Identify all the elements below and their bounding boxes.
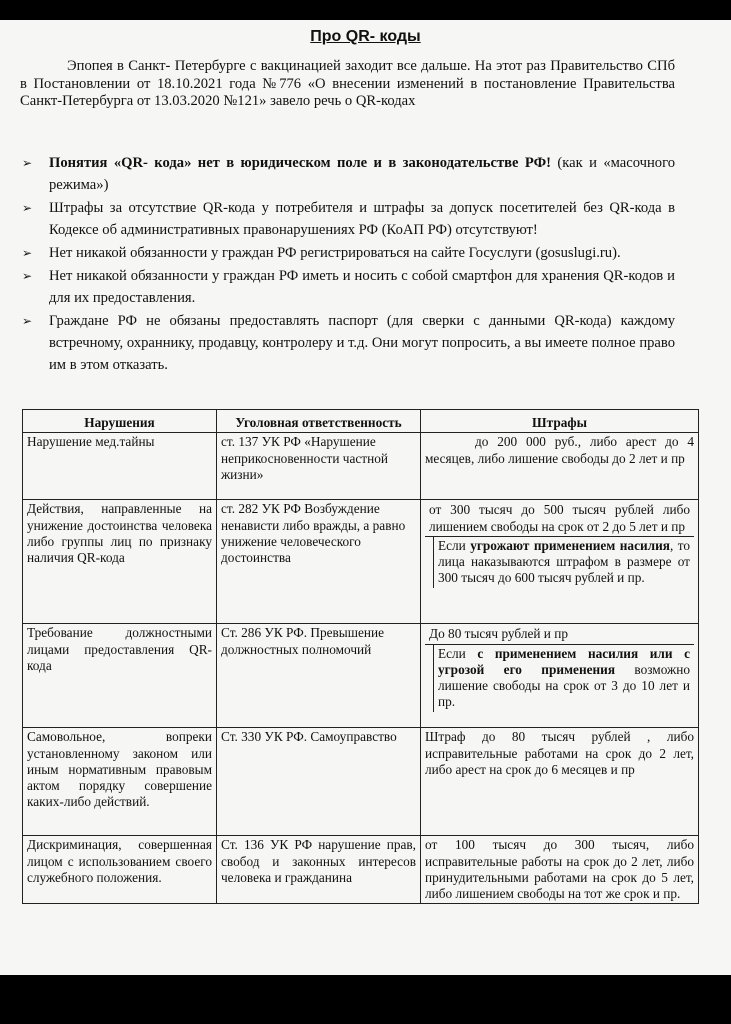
fine-cell	[421, 624, 699, 728]
document-page	[0, 20, 731, 975]
page-title: Про QR- коды	[310, 28, 421, 45]
header-violations: Нарушения	[23, 410, 217, 433]
table-header-row	[23, 410, 699, 433]
violation-cell: Требование должностными лицами предоставления QR-кода	[23, 624, 217, 728]
fine-cell: до 200 000 руб., либо арест до 4 месяцев, либо лишение свободы до 2 лет и пр	[421, 433, 699, 500]
point-text: Штрафы за отсутствие QR-кода у потребителя и штрафы за допуск посетителей без QR-кода в Кодексе об административных правонарушениях РФ (КоАП РФ) отсутствуют!	[49, 200, 675, 238]
fine-prefix: Если	[438, 645, 478, 661]
point-text: Нет никакой обязанности у граждан РФ иметь и носить с собой смартфон для хранения QR-кодов и для их предоставления.	[49, 268, 675, 306]
liability-cell: ст. 137 УК РФ «Нарушение неприкосновенности частной жизни»	[217, 433, 421, 500]
list-item	[20, 242, 675, 264]
list-item	[20, 152, 675, 196]
fine-cell: от 100 тысяч до 300 тысяч, либо исправительные работы на срок до 2 лет, либо принудительными работами на срок до 5 лет, либо лишением свободы на тот же срок и пр.	[421, 836, 699, 904]
violation-cell: Нарушение мед.тайны	[23, 433, 217, 500]
fine-bold: угрожают применением насилия	[470, 537, 670, 553]
point-text: Граждане РФ не обязаны предоставлять паспорт (для сверки с данными QR-кода) каждому встречному, охраннику, продавцу, контролеру и т.д. Они могут попросить, а вы имеете полное право им в этом отказать.	[49, 313, 675, 373]
liability-cell: Ст. 286 УК РФ. Превышение должностных полномочий	[217, 624, 421, 728]
liability-cell: Ст. 330 УК РФ. Самоуправство	[217, 728, 421, 836]
fine-suffix: , то лица наказываются штрафом в размере от 300 тысяч до 600 тысяч рублей и пр.	[438, 537, 690, 586]
list-item	[20, 197, 675, 241]
list-item	[20, 310, 675, 376]
arrow-bullet-icon: ➢	[22, 201, 33, 215]
arrow-bullet-icon: ➢	[22, 246, 33, 260]
fine-suffix: возможно лишение свободы на срок от 3 до 10 лет и пр.	[438, 661, 690, 710]
table-row	[23, 728, 699, 836]
table-row	[23, 433, 699, 500]
fine-text: До 80 тысяч рублей и пр	[425, 625, 694, 644]
fine-cell: Штраф до 80 тысяч рублей , либо исправительные работами на срок до 2 лет, либо арест на срок до 6 месяцев и пр	[421, 728, 699, 836]
fine-prefix: Если	[438, 537, 471, 553]
intro-paragraph: Эпопея в Санкт- Петербурге с вакцинацией заходит все дальше. На этот раз Правительство СПб в Постановлении от 18.10.2021 года №776 «О внесении изменений в постановление Правительства Санкт-Петербурга от 13.03.2020 №121» завело речь о QR-кодах	[20, 58, 675, 110]
liability-cell: Ст. 136 УК РФ нарушение прав, свобод и законных интересов человека и гражданина	[217, 836, 421, 904]
bullet-list	[20, 152, 675, 377]
arrow-bullet-icon: ➢	[22, 156, 33, 170]
fine-cell	[421, 500, 699, 624]
point-text: (как и «масочного режима»)	[49, 155, 675, 193]
fine-text-aggravated	[433, 645, 694, 712]
violation-cell: Действия, направленные на унижение достоинства человека либо группы лиц по признаку наличия QR-кода	[23, 500, 217, 624]
table-row	[23, 836, 699, 904]
bottom-black-bar	[0, 975, 731, 1024]
header-fines: Штрафы	[421, 410, 699, 433]
table-row	[23, 500, 699, 624]
header-liability: Уголовная ответственность	[217, 410, 421, 433]
point-text: Нет никакой обязанности у граждан РФ регистрироваться на сайте Госуслуги (gosuslugi.ru).	[49, 245, 621, 261]
arrow-bullet-icon: ➢	[22, 314, 33, 328]
violation-cell: Самовольное, вопреки установленному законом или иным нормативным правовым актом порядку совершение каких-либо действий.	[23, 728, 217, 836]
liability-cell: ст. 282 УК РФ Возбуждение ненависти либо вражды, а равно унижение человеческого достоинства	[217, 500, 421, 624]
fine-text-aggravated	[433, 537, 694, 588]
violations-table	[22, 409, 699, 904]
list-item	[20, 265, 675, 309]
table-row	[23, 624, 699, 728]
point-bold: Понятия «QR- кода» нет в юридическом поле и в законодательстве РФ!	[49, 155, 551, 171]
fine-text: от 300 тысяч до 500 тысяч рублей либо лишением свободы на срок от 2 до 5 лет и пр	[425, 501, 694, 537]
violation-cell: Дискриминация, совершенная лицом с использованием своего служебного положения.	[23, 836, 217, 904]
arrow-bullet-icon: ➢	[22, 269, 33, 283]
fine-bold: с применением насилия или с угрозой его применения	[438, 645, 690, 677]
